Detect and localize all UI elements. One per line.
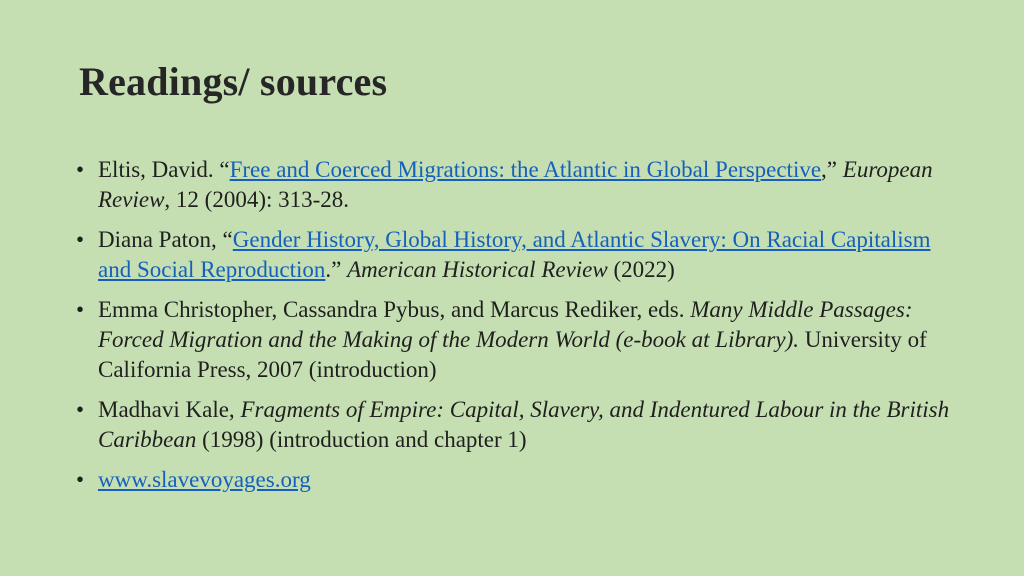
reference-text: Diana Paton, “ [98, 227, 233, 252]
reference-text: University of California Press, 2007 (introduction) [98, 327, 927, 382]
reference-link-slavevoyages[interactable]: www.slavevoyages.org [98, 467, 311, 492]
reference-link-eltis[interactable]: Free and Coerced Migrations: the Atlantic in Global Perspective [229, 157, 822, 182]
reference-list [76, 155, 956, 505]
reference-item-eltis [76, 155, 956, 215]
reference-item-christopher [76, 295, 956, 385]
bullet-icon: • [76, 227, 85, 252]
book-title: Fragments of Empire: Capital, Slavery, and Indentured Labour in the British Caribbean [98, 397, 950, 452]
reference-item-paton [76, 225, 956, 285]
journal-title: American Historical Review [347, 257, 608, 282]
reference-text: .” [325, 257, 348, 282]
reference-text: ,” [821, 157, 843, 182]
bullet-icon: • [76, 297, 85, 322]
reference-item-kale [76, 395, 956, 455]
reference-text: Emma Christopher, Cassandra Pybus, and Marcus Rediker, eds. [98, 297, 691, 322]
bullet-icon: • [76, 397, 85, 422]
reference-item-slavevoyages [76, 465, 956, 495]
reference-text: (2022) [607, 257, 675, 282]
bullet-icon: • [76, 467, 85, 492]
reference-text: Eltis, David. “ [98, 157, 230, 182]
reference-link-paton[interactable]: Gender History, Global History, and Atlantic Slavery: On Racial Capitalism and Social Reproduction [98, 227, 931, 282]
slide-title: Readings/ sources [79, 59, 388, 104]
reference-text: Madhavi Kale, [98, 397, 241, 422]
reference-text: (1998) (introduction and chapter 1) [196, 427, 527, 452]
reference-text: , 12 (2004): 313-28. [164, 187, 350, 212]
bullet-icon: • [76, 157, 85, 182]
journal-title: European Review [98, 157, 933, 212]
book-title: Many Middle Passages: Forced Migration and the Making of the Modern World (e-book at Library). [98, 297, 913, 352]
